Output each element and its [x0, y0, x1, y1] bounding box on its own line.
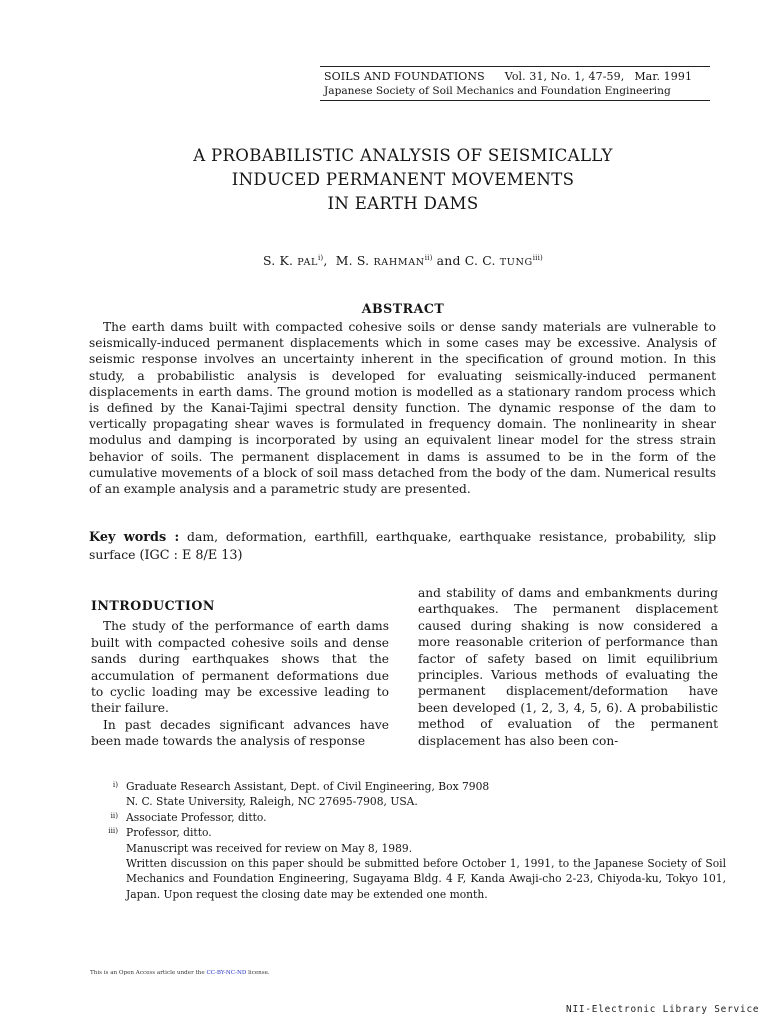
footnote-mark: iii): [108, 826, 118, 836]
keywords-igc: (IGC : E 8/E 13): [139, 548, 243, 563]
author-3: [465, 253, 543, 268]
footnote-mark: [96, 792, 126, 807]
footnote: [96, 794, 726, 809]
author-3-mark: iii): [532, 253, 543, 262]
author-2-mark: ii): [424, 253, 433, 262]
author-2-surname: RAHMAN: [373, 257, 425, 268]
journal-header: [320, 66, 710, 101]
license-link[interactable]: CC-BY-NC-ND: [206, 970, 247, 976]
intro-continuation: and stability of dams and embankments during earthquakes. The permanent displacement caused during shaking is now considered a more reasonable criterion of performance than factor of safety based on limit equilibrium principles. Various methods of evaluating the permanent displacement/deformation have been developed (1, 2, 3, 4, 5, 6). A probabilistic method of evaluation of the permanent displacement has also been con-: [418, 586, 718, 748]
footnote-text: Associate Professor, ditto.: [126, 810, 267, 824]
abstract-text: The earth dams built with compacted cohesive soils or dense sandy materials are vulnerable to seismically-induced permanent displacements which in some cases may be excessive. Analysis of seismic response involves an uncertainty inherent in the specification of ground motion. In this study, a probabilistic analysis is developed for evaluating seismically-induced permanent displacements in earth dams. The ground motion is modelled as a stationary random process which is defined by the Kanai-Tajimi spectral density function. The dynamic response of the dam to vertically propagating shear waves is formulated in frequency domain. The nonlinearity in shear modulus and damping is incorporated by using an equivalent linear model for the stress strain behavior of soils. The permanent displacement in dams is assumed to be in the form of the cumulative movements of a block of soil mass detached from the body of the dam. Numerical results of an example analysis and a parametric study are presented.: [89, 320, 716, 497]
author-3-initials: C. C.: [464, 253, 500, 268]
author-1: [263, 253, 323, 268]
author-conjunction: and: [432, 253, 465, 268]
journal-citation: [320, 70, 710, 83]
paper-title: [80, 144, 726, 216]
title-line-3: IN EARTH DAMS: [327, 194, 479, 213]
license-notice: [90, 970, 270, 976]
author-1-surname: PAL: [297, 257, 318, 268]
footnote: [96, 825, 726, 840]
footnote-mark: [96, 839, 126, 854]
title-line-1: A PROBABILISTIC ANALYSIS OF SEISMICALLY: [193, 146, 613, 165]
footnote: [96, 841, 726, 856]
footnote-mark: ii): [110, 810, 118, 820]
left-column: [91, 598, 389, 750]
license-pre: This is an Open Access article under the: [90, 970, 207, 976]
journal-volume: Vol. 31, No. 1, 47-59,: [504, 70, 625, 83]
footnote: [96, 810, 726, 825]
right-column: [418, 585, 718, 749]
library-service-footer: NII-Electronic Library Service: [566, 1004, 760, 1015]
footnote-text: Written discussion on this paper should be submitted before October 1, 1991, to the Japanese Society of Soil Mechanics and Foundation Engineering, Sugayama Bldg. 4 F, Kanda Awaji-cho 2-23, Chiyoda-ku, Tokyo 101, Japan. Upon request the closing date may be extended one month.: [126, 857, 726, 901]
license-post: license.: [246, 970, 270, 976]
keywords-text: dam, deformation, earthfill, earthquake, earthquake resistance, probability, slip surface: [89, 529, 717, 562]
abstract-heading: ABSTRACT: [361, 301, 445, 316]
footnote-mark: i): [112, 780, 118, 789]
author-2-initials: M. S.: [335, 253, 374, 268]
footnote: [96, 856, 726, 902]
header-top-rule: [320, 66, 710, 67]
title-line-2: INDUCED PERMANENT MOVEMENTS: [231, 170, 575, 189]
society-name: Japanese Society of Soil Mechanics and Foundation Engineering: [324, 85, 671, 97]
author-1-initials: S. K.: [263, 253, 298, 268]
journal-name: SOILS AND FOUNDATIONS: [324, 70, 485, 83]
author-3-surname: TUNG: [499, 257, 533, 268]
footnote-text: Manuscript was received for review on May 8, 1989.: [126, 841, 413, 855]
footnote-text: Professor, ditto.: [126, 826, 212, 840]
footnote-mark: [96, 854, 126, 900]
footnote: [96, 779, 726, 794]
keywords-label: Key words :: [89, 530, 180, 545]
header-bottom-rule: [320, 100, 710, 101]
keywords: [89, 528, 716, 564]
author-list: S. K. PAL$^{i)}$, M. S. RAHMAN$^{ii)}$ and C. C. TUNG$^{iii)}$: [263, 253, 543, 268]
footnote-text: N. C. State University, Raleigh, NC 27695-7908, USA.: [126, 795, 418, 809]
footnotes: [96, 779, 726, 902]
footnote-text: Graduate Research Assistant, Dept. of Civil Engineering, Box 7908: [126, 780, 490, 793]
intro-heading: INTRODUCTION: [91, 598, 215, 613]
author-1-mark: i): [317, 253, 324, 262]
intro-paragraph-1: The study of the performance of earth dams built with compacted cohesive soils and dense sands during earthquakes shows that the accumulation of permanent deformations due to cyclic loading may be excessive leading to their failure.: [91, 619, 389, 716]
journal-date: Mar. 1991: [634, 70, 693, 83]
intro-paragraph-2: In past decades significant advances have been made towards the analysis of response: [91, 717, 389, 749]
author-2: [336, 253, 433, 268]
